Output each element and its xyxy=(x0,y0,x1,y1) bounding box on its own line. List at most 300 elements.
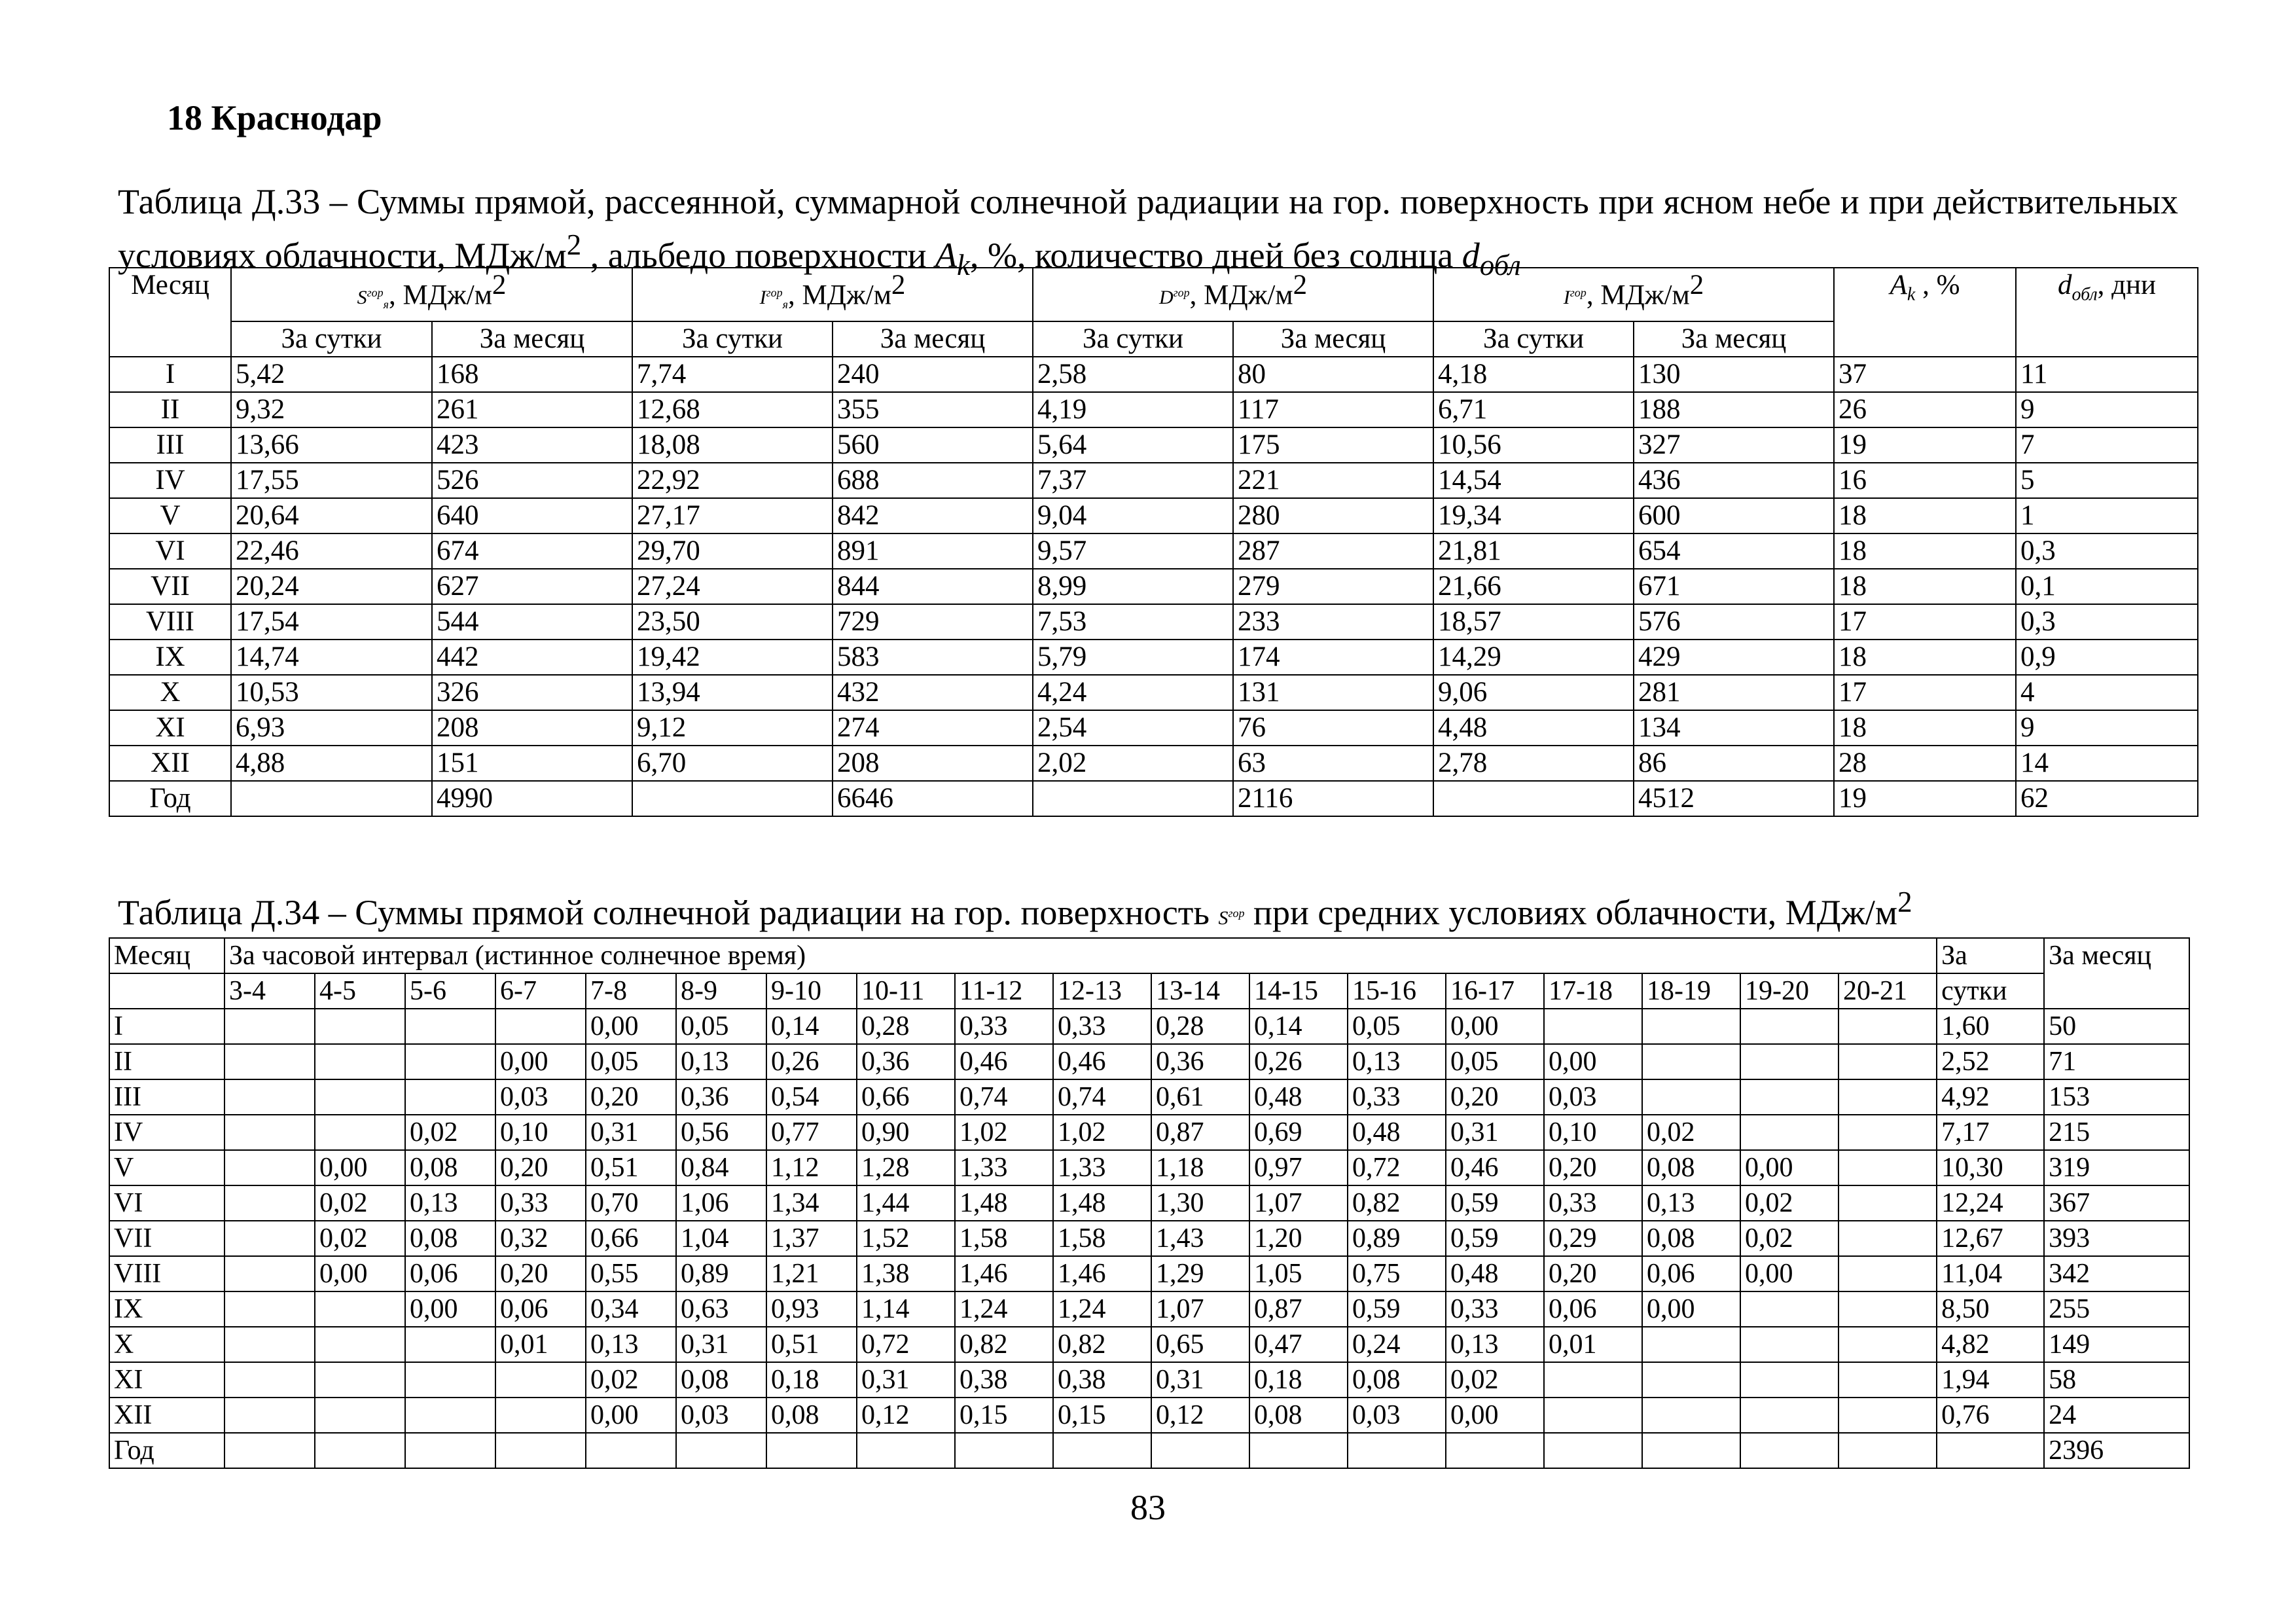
table-cell: 18,57 xyxy=(1433,604,1634,640)
table-cell: 9,12 xyxy=(632,710,833,746)
table-cell: 0,38 xyxy=(1053,1362,1151,1398)
table-cell: 1,34 xyxy=(766,1185,857,1221)
table-cell: 0,05 xyxy=(1348,1009,1446,1044)
table-cell: 1,52 xyxy=(857,1221,955,1256)
table-cell: 0,70 xyxy=(586,1185,676,1221)
table-cell: 1,06 xyxy=(676,1185,766,1221)
table-cell: 0,55 xyxy=(586,1256,676,1291)
row-month-cell: III xyxy=(109,427,231,463)
table-cell: 18 xyxy=(1834,569,2016,604)
table-cell: 1,21 xyxy=(766,1256,857,1291)
table-cell: 0,00 xyxy=(315,1150,405,1185)
table-cell: 0,77 xyxy=(766,1115,857,1150)
table-cell: 287 xyxy=(1233,533,1433,569)
table-cell: 27,24 xyxy=(632,569,833,604)
table-cell: 2,02 xyxy=(1033,746,1233,781)
row-month-cell: II xyxy=(109,392,231,427)
table-cell: 14,29 xyxy=(1433,640,1634,675)
table-cell xyxy=(1740,1433,1839,1468)
per-month-header: За месяц xyxy=(1233,321,1433,357)
table-row xyxy=(109,1185,2189,1221)
table-cell: 0,13 xyxy=(405,1185,495,1221)
page-number: 83 xyxy=(1130,1488,1166,1527)
table-cell: 175 xyxy=(1233,427,1433,463)
row-month-cell: VIII xyxy=(109,1256,224,1291)
table-cell xyxy=(315,1327,405,1362)
table-cell: 0,00 xyxy=(1642,1291,1740,1327)
table-cell: 0,20 xyxy=(495,1256,586,1291)
per-day-header: За сутки xyxy=(1033,321,1233,357)
table-cell: 10,30 xyxy=(1937,1150,2044,1185)
symbol-d: $D^{гор}$ xyxy=(1158,286,1190,309)
table-cell: 1,14 xyxy=(857,1291,955,1327)
table-cell: 6,71 xyxy=(1433,392,1634,427)
table-cell: 4,88 xyxy=(231,746,432,781)
table-row xyxy=(109,392,2198,427)
table-cell xyxy=(1740,1398,1839,1433)
table-cell: 0,05 xyxy=(1446,1044,1544,1079)
per-month-header: За месяц xyxy=(432,321,632,357)
table-cell xyxy=(1740,1009,1839,1044)
table-33-caption-text: Таблица Д.33 – Суммы прямой, рассеянной, суммарной солнечной радиации на гор. поверхность при ясном небе и при действительных условиях облачности, МДж/м xyxy=(118,182,2178,275)
caption-albedo-symbol: A xyxy=(935,236,957,275)
direct-normal-header: $S^{гор}_я$, МДж/$м^2$ xyxy=(231,268,632,321)
table-cell xyxy=(766,1433,857,1468)
table-row xyxy=(109,746,2198,781)
table-cell: 5,79 xyxy=(1033,640,1233,675)
table-cell: 429 xyxy=(1634,640,1834,675)
table-cell: 0,31 xyxy=(857,1362,955,1398)
table-cell: 1,48 xyxy=(1053,1185,1151,1221)
table-cell: 0,00 xyxy=(1544,1044,1642,1079)
row-month-cell: X xyxy=(109,1327,224,1362)
table-cell: 0,33 xyxy=(1348,1079,1446,1115)
table-cell: 2,58 xyxy=(1033,357,1233,392)
table-cell: 17 xyxy=(1834,604,2016,640)
table-cell xyxy=(1839,1044,1937,1079)
table-cell xyxy=(1544,1009,1642,1044)
table-cell: 0,00 xyxy=(315,1256,405,1291)
row-month-cell: XI xyxy=(109,1362,224,1398)
table-cell: 261 xyxy=(432,392,632,427)
row-month-cell: V xyxy=(109,498,231,533)
table-cell: 1,58 xyxy=(955,1221,1053,1256)
table-cell: 0,33 xyxy=(1544,1185,1642,1221)
hour-interval-header: 6-7 xyxy=(495,973,586,1009)
albedo-header: $A_k$ , % xyxy=(1834,268,2016,357)
row-month-cell: VI xyxy=(109,533,231,569)
table-34-caption xyxy=(118,880,2178,934)
table-cell xyxy=(1839,1291,1937,1327)
table-cell xyxy=(1642,1079,1740,1115)
table-cell: 1,12 xyxy=(766,1150,857,1185)
table-row xyxy=(109,463,2198,498)
table-34 xyxy=(109,937,2190,1469)
table-cell: 4,19 xyxy=(1033,392,1233,427)
table-cell xyxy=(224,1398,315,1433)
table-cell: 1,04 xyxy=(676,1221,766,1256)
table-cell: 0,12 xyxy=(1151,1398,1249,1433)
table-cell: 0,87 xyxy=(1249,1291,1348,1327)
table-cell: 0,26 xyxy=(766,1044,857,1079)
table-cell: 0,87 xyxy=(1151,1115,1249,1150)
table-cell: 0,31 xyxy=(1446,1115,1544,1150)
table-cell xyxy=(857,1433,955,1468)
table-cell: 11 xyxy=(2016,357,2198,392)
table-cell: 0,48 xyxy=(1348,1115,1446,1150)
table-cell xyxy=(1433,781,1634,816)
table-cell: 4,82 xyxy=(1937,1327,2044,1362)
table-cell: 4,48 xyxy=(1433,710,1634,746)
table-cell: 319 xyxy=(2044,1150,2189,1185)
table-cell: 0,46 xyxy=(955,1044,1053,1079)
row-month-cell: IX xyxy=(109,1291,224,1327)
table-cell xyxy=(405,1044,495,1079)
table-cell xyxy=(1839,1150,1937,1185)
table-cell: 0,28 xyxy=(1151,1009,1249,1044)
table-cell xyxy=(315,1362,405,1398)
hour-interval-header: 19-20 xyxy=(1740,973,1839,1009)
table-cell: 0,02 xyxy=(315,1185,405,1221)
table-cell xyxy=(676,1433,766,1468)
table-cell: 134 xyxy=(1634,710,1834,746)
table-cell xyxy=(405,1362,495,1398)
table-cell: 0,32 xyxy=(495,1221,586,1256)
table-cell: 19 xyxy=(1834,427,2016,463)
table-cell: 208 xyxy=(833,746,1033,781)
table-cell xyxy=(1740,1044,1839,1079)
table-cell xyxy=(1839,1327,1937,1362)
table-34-hours-row xyxy=(109,973,2189,1009)
table-cell: 0,05 xyxy=(586,1044,676,1079)
table-cell: 436 xyxy=(1634,463,1834,498)
table-cell: 0,51 xyxy=(586,1150,676,1185)
table-cell: 4990 xyxy=(432,781,632,816)
table-cell: 0,05 xyxy=(676,1009,766,1044)
table-cell: 0,08 xyxy=(405,1221,495,1256)
table-cell: 0,00 xyxy=(586,1398,676,1433)
table-cell: 367 xyxy=(2044,1185,2189,1221)
table-row xyxy=(109,357,2198,392)
caption-symbol-s: $S^{гор}$ xyxy=(1218,907,1245,929)
table-cell xyxy=(1839,1362,1937,1398)
table-cell xyxy=(1642,1327,1740,1362)
table-cell: 1,28 xyxy=(857,1150,955,1185)
table-cell xyxy=(1740,1115,1839,1150)
table-cell: 0,13 xyxy=(676,1044,766,1079)
table-cell xyxy=(224,1009,315,1044)
table-cell xyxy=(315,1044,405,1079)
table-cell: 4512 xyxy=(1634,781,1834,816)
table-cell: 1,33 xyxy=(955,1150,1053,1185)
table-cell: 4,24 xyxy=(1033,675,1233,710)
table-cell: 0,66 xyxy=(857,1079,955,1115)
table-cell: 0,01 xyxy=(1544,1327,1642,1362)
row-month-cell: Год xyxy=(109,1433,224,1468)
table-cell: 0,08 xyxy=(676,1362,766,1398)
table-33-body xyxy=(109,357,2198,816)
table-cell xyxy=(1642,1009,1740,1044)
table-cell: 1,02 xyxy=(955,1115,1053,1150)
table-cell: 240 xyxy=(833,357,1033,392)
table-cell: 1,24 xyxy=(955,1291,1053,1327)
table-cell: 18 xyxy=(1834,710,2016,746)
table-cell: 0,36 xyxy=(676,1079,766,1115)
table-row xyxy=(109,1115,2189,1150)
caption-days-subscript: обл xyxy=(1479,248,1521,281)
table-cell: 6,70 xyxy=(632,746,833,781)
table-cell: 0,33 xyxy=(495,1185,586,1221)
table-cell xyxy=(1839,1221,1937,1256)
hour-interval-header: 5-6 xyxy=(405,973,495,1009)
table-cell: 7,74 xyxy=(632,357,833,392)
table-cell xyxy=(1642,1398,1740,1433)
table-cell: 12,67 xyxy=(1937,1221,2044,1256)
table-cell xyxy=(1642,1433,1740,1468)
table-cell: 0,08 xyxy=(1642,1221,1740,1256)
per-day-header: За сутки xyxy=(1433,321,1634,357)
table-cell: 0,06 xyxy=(495,1291,586,1327)
table-cell: 2,78 xyxy=(1433,746,1634,781)
table-cell: 0,08 xyxy=(405,1150,495,1185)
table-cell: 19 xyxy=(1834,781,2016,816)
table-cell: 233 xyxy=(1233,604,1433,640)
table-cell: 688 xyxy=(833,463,1033,498)
table-cell: 0,47 xyxy=(1249,1327,1348,1362)
table-cell: 174 xyxy=(1233,640,1433,675)
table-cell xyxy=(315,1291,405,1327)
table-cell: 0,9 xyxy=(2016,640,2198,675)
table-cell: 14,74 xyxy=(231,640,432,675)
table-cell: 21,66 xyxy=(1433,569,1634,604)
table-cell: 0,03 xyxy=(495,1079,586,1115)
table-cell: 5,64 xyxy=(1033,427,1233,463)
table-cell: 14 xyxy=(2016,746,2198,781)
table-cell xyxy=(495,1398,586,1433)
table-cell: 0,76 xyxy=(1937,1398,2044,1433)
table-cell xyxy=(1642,1362,1740,1398)
symbol-s: $S^{гор}_я$ xyxy=(357,286,389,312)
table-cell xyxy=(405,1398,495,1433)
table-cell: 20,64 xyxy=(231,498,432,533)
table-cell xyxy=(224,1256,315,1291)
row-month-cell: V xyxy=(109,1150,224,1185)
table-33 xyxy=(109,267,2198,817)
table-cell xyxy=(1033,781,1233,816)
section-heading: 18 Краснодар xyxy=(167,98,382,137)
table-cell xyxy=(1740,1291,1839,1327)
table-cell xyxy=(1053,1433,1151,1468)
diffuse-header: $D^{гор}$, МДж/$м^2$ xyxy=(1033,268,1433,321)
table-cell: 29,70 xyxy=(632,533,833,569)
table-cell: 7,53 xyxy=(1033,604,1233,640)
hour-interval-header: 18-19 xyxy=(1642,973,1740,1009)
table-cell: 0,06 xyxy=(1544,1291,1642,1327)
table-cell xyxy=(405,1079,495,1115)
table-cell: 21,81 xyxy=(1433,533,1634,569)
table-cell: 0,20 xyxy=(586,1079,676,1115)
hour-interval-header: 10-11 xyxy=(857,973,955,1009)
table-cell: 0,46 xyxy=(1446,1150,1544,1185)
table-cell: 0,93 xyxy=(766,1291,857,1327)
table-cell: 2,54 xyxy=(1033,710,1233,746)
row-month-cell: VII xyxy=(109,1221,224,1256)
table-cell: 0,82 xyxy=(1348,1185,1446,1221)
hour-interval-header: 3-4 xyxy=(224,973,315,1009)
caption-albedo-subscript: k xyxy=(957,248,970,281)
table-cell: 130 xyxy=(1634,357,1834,392)
table-row xyxy=(109,1362,2189,1398)
table-34-header-row xyxy=(109,938,2189,973)
per-month-header: За месяц xyxy=(833,321,1033,357)
table-cell: 208 xyxy=(432,710,632,746)
table-cell: 0,54 xyxy=(766,1079,857,1115)
table-cell: 844 xyxy=(833,569,1033,604)
table-cell xyxy=(1740,1362,1839,1398)
table-cell xyxy=(1544,1398,1642,1433)
table-cell xyxy=(224,1079,315,1115)
table-cell: 0,36 xyxy=(857,1044,955,1079)
table-cell: 23,50 xyxy=(632,604,833,640)
table-cell: 0,48 xyxy=(1446,1256,1544,1291)
table-cell: 0,38 xyxy=(955,1362,1053,1398)
table-cell: 1,07 xyxy=(1151,1291,1249,1327)
table-cell: 0,48 xyxy=(1249,1079,1348,1115)
table-cell: 27,17 xyxy=(632,498,833,533)
table-cell: 2116 xyxy=(1233,781,1433,816)
hour-interval-header: 9-10 xyxy=(766,973,857,1009)
table-cell: 326 xyxy=(432,675,632,710)
table-row xyxy=(109,1327,2189,1362)
table-cell: 280 xyxy=(1233,498,1433,533)
per-day-header: За сутки xyxy=(632,321,833,357)
table-cell: 4,92 xyxy=(1937,1079,2044,1115)
table-cell xyxy=(1740,1079,1839,1115)
table-cell: 4 xyxy=(2016,675,2198,710)
table-cell: 37 xyxy=(1834,357,2016,392)
caption-days-text: , %, количество дней без солнца xyxy=(969,236,1462,275)
table-cell: 560 xyxy=(833,427,1033,463)
table-cell xyxy=(1446,1433,1544,1468)
table-row xyxy=(109,1009,2189,1044)
table-cell xyxy=(224,1150,315,1185)
table-cell: 0,36 xyxy=(1151,1044,1249,1079)
table-cell: 0,20 xyxy=(1544,1256,1642,1291)
table-cell: 5 xyxy=(2016,463,2198,498)
table-cell: 583 xyxy=(833,640,1033,675)
table-cell: 151 xyxy=(432,746,632,781)
table-cell xyxy=(1839,1185,1937,1221)
hourly-interval-header: За часовой интервал (истинное солнечное время) xyxy=(224,938,1937,973)
table-cell: 576 xyxy=(1634,604,1834,640)
table-cell: 0,00 xyxy=(586,1009,676,1044)
table-cell: 1,05 xyxy=(1249,1256,1348,1291)
direct-horizontal-header: $I^{гор}_я$, МДж/$м^2$ xyxy=(632,268,1033,321)
row-month-cell: VII xyxy=(109,569,231,604)
table-cell: 0,97 xyxy=(1249,1150,1348,1185)
table-cell: 0,20 xyxy=(495,1150,586,1185)
table-cell: 0,01 xyxy=(495,1327,586,1362)
table-cell: 432 xyxy=(833,675,1033,710)
table-cell: 0,02 xyxy=(1446,1362,1544,1398)
table-cell: 0,3 xyxy=(2016,604,2198,640)
table-cell: 1,58 xyxy=(1053,1221,1151,1256)
table-cell: 76 xyxy=(1233,710,1433,746)
table-cell: 0,18 xyxy=(1249,1362,1348,1398)
table-cell: 0,20 xyxy=(1446,1079,1544,1115)
table-cell: 0,08 xyxy=(1249,1398,1348,1433)
table-cell xyxy=(1249,1433,1348,1468)
table-cell xyxy=(1839,1398,1937,1433)
table-cell xyxy=(1839,1256,1937,1291)
hour-interval-header: 12-13 xyxy=(1053,973,1151,1009)
table-cell xyxy=(315,1079,405,1115)
table-cell: 0,34 xyxy=(586,1291,676,1327)
table-cell: 0,82 xyxy=(1053,1327,1151,1362)
hour-interval-header: 13-14 xyxy=(1151,973,1249,1009)
table-cell: 423 xyxy=(432,427,632,463)
table-cell: 1,24 xyxy=(1053,1291,1151,1327)
table-cell: 0,61 xyxy=(1151,1079,1249,1115)
table-cell: 0,00 xyxy=(1446,1009,1544,1044)
table-cell: 0,28 xyxy=(857,1009,955,1044)
table-cell: 671 xyxy=(1634,569,1834,604)
row-month-cell: I xyxy=(109,357,231,392)
hour-interval-header: 17-18 xyxy=(1544,973,1642,1009)
month-header: Месяц xyxy=(109,938,224,973)
table-cell: 0,13 xyxy=(1642,1185,1740,1221)
hour-interval-header: 11-12 xyxy=(955,973,1053,1009)
table-cell: 0,12 xyxy=(857,1398,955,1433)
table-cell: 442 xyxy=(432,640,632,675)
table-cell: 0,02 xyxy=(1740,1185,1839,1221)
per-day-header: За сутки xyxy=(231,321,432,357)
table-cell: 18 xyxy=(1834,640,2016,675)
hour-interval-header: 16-17 xyxy=(1446,973,1544,1009)
table-cell: 274 xyxy=(833,710,1033,746)
table-cell: 0,13 xyxy=(1348,1044,1446,1079)
table-cell: 1,18 xyxy=(1151,1150,1249,1185)
table-cell: 0,10 xyxy=(1544,1115,1642,1150)
table-cell xyxy=(405,1009,495,1044)
table-cell xyxy=(1839,1433,1937,1468)
table-cell: 327 xyxy=(1634,427,1834,463)
table-cell xyxy=(224,1291,315,1327)
table-cell xyxy=(224,1044,315,1079)
row-month-cell: XII xyxy=(109,1398,224,1433)
table-cell: 627 xyxy=(432,569,632,604)
table-cell xyxy=(955,1433,1053,1468)
table-cell: 5,42 xyxy=(231,357,432,392)
table-cell: 393 xyxy=(2044,1221,2189,1256)
table-cell: 0,00 xyxy=(1740,1150,1839,1185)
table-cell: 0,02 xyxy=(1642,1115,1740,1150)
table-cell: 7,37 xyxy=(1033,463,1233,498)
table-cell: 1,30 xyxy=(1151,1185,1249,1221)
row-month-cell: III xyxy=(109,1079,224,1115)
table-cell: 0,24 xyxy=(1348,1327,1446,1362)
per-day-header-bottom: сутки xyxy=(1937,973,2044,1009)
month-header-blank xyxy=(109,973,224,1009)
table-cell: 0,02 xyxy=(1740,1221,1839,1256)
table-cell: 0,31 xyxy=(1151,1362,1249,1398)
table-row xyxy=(109,498,2198,533)
table-row xyxy=(109,675,2198,710)
table-cell xyxy=(1839,1079,1937,1115)
table-cell: 14,54 xyxy=(1433,463,1634,498)
table-cell: 0,13 xyxy=(1446,1327,1544,1362)
table-cell: 188 xyxy=(1634,392,1834,427)
